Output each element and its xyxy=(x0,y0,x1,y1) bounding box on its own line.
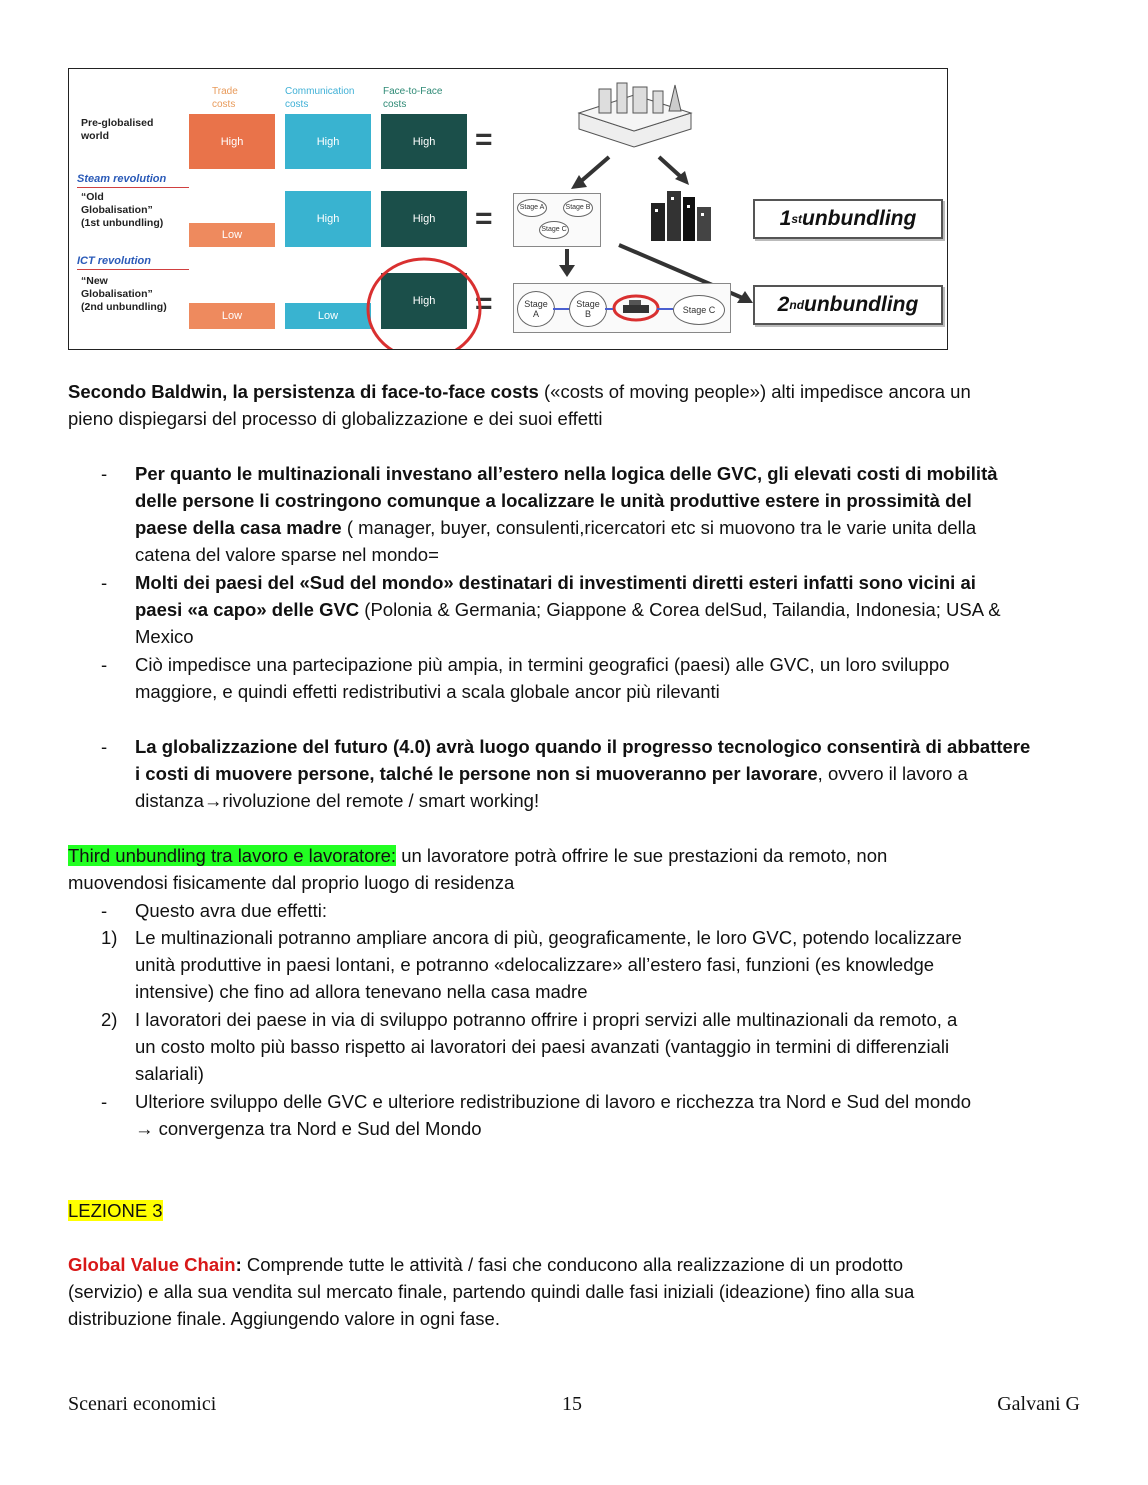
bullet4-line3: distanza→rivoluzione del remote / smart working! xyxy=(135,790,540,811)
bullet1-line1: Per quanto le multinazionali investano all’estero nella logica delle GVC, gli elevati costi di mobilità xyxy=(135,463,998,484)
bullet4-line2 xyxy=(135,760,968,787)
equals-sign: = xyxy=(475,123,493,156)
equals-sign: = xyxy=(475,202,493,235)
bullet3-line1: Ciò impedisce una partecipazione più ampia, in termini geografici (paesi) alle GVC, un loro sviluppo xyxy=(135,654,950,675)
lezione-highlight: LEZIONE 3 xyxy=(68,1200,163,1221)
para-baldwin-line2: pieno dispiegarsi del processo di globalizzazione e dei suoi effetti xyxy=(68,408,603,429)
header-trade-costs: Trade costs xyxy=(212,86,238,110)
second-unbundling-label: 2 nd unbundling xyxy=(753,285,943,325)
effect1-line1: Le multinazionali potranno ampliare ancora di più, geograficamente, le loro GVC, potendo localizzare xyxy=(135,927,962,948)
bullet1-line4: catena del valore sparse nel mondo= xyxy=(135,544,439,565)
highlight-circle-icon xyxy=(359,247,489,350)
dash-bullet: - xyxy=(101,572,108,593)
third-unbundling-line2: muovendosi fisicamente dal proprio luogo di residenza xyxy=(68,872,515,893)
bullet1-line3-bold: paese della casa madre xyxy=(135,517,342,538)
cost-box-trade-high: High xyxy=(189,114,275,169)
first-unbundling-label: 1 st unbundling xyxy=(753,199,943,239)
dash-bullet: - xyxy=(101,463,108,484)
gvc-colon: : xyxy=(235,1254,242,1275)
numbered-marker-1: 1) xyxy=(101,927,118,948)
row-label-old-globalisation: “Old Globalisation” (1st unbundling) xyxy=(81,191,164,229)
bullet2-line2 xyxy=(135,596,1001,623)
effects-intro: Questo avra due effetti: xyxy=(135,900,327,921)
effect2-line3: salariali) xyxy=(135,1063,204,1084)
stage-a-oval: Stage A xyxy=(517,291,555,327)
gvc-line1 xyxy=(68,1251,903,1278)
row-label-new-globalisation: “New Globalisation” (2nd unbundling) xyxy=(81,275,167,313)
cost-box-f2f-high: High xyxy=(381,191,467,247)
bullet1-line3 xyxy=(135,514,976,541)
stage-c-oval: Stage C xyxy=(673,295,725,325)
bullet1-line2: delle persone li costringono comunque a localizzare le unità produttive estere in prossimità del xyxy=(135,490,972,511)
equals-sign: = xyxy=(475,287,493,320)
cost-box-f2f-high: High xyxy=(381,273,467,329)
bullet4-line2-rest: , ovvero il lavoro a xyxy=(817,763,968,784)
effect1-line2: unità produttive in paesi lontani, e potranno «delocalizzare» all’estero fasi, funzioni (es knowledge xyxy=(135,954,935,975)
bullet2-line2-bold: paesi «a capo» delle GVC xyxy=(135,599,360,620)
skyscrapers-icon xyxy=(647,183,717,243)
gvc-definition-start: Comprende tutte le attività / fasi che conducono alla realizzazione di un prodotto xyxy=(241,1254,904,1275)
globalisation-figure xyxy=(68,68,948,350)
cost-box-f2f-high: High xyxy=(381,114,467,169)
third-unbundling-line1 xyxy=(68,842,887,869)
page-number: 15 xyxy=(562,1393,582,1415)
gvc-term: Global Value Chain xyxy=(68,1254,236,1275)
numbered-marker-2: 2) xyxy=(101,1009,118,1030)
footer-author: Galvani G xyxy=(997,1393,1080,1415)
para-baldwin-line1 xyxy=(68,378,971,405)
row-label-pre-globalised: Pre-globalised world xyxy=(81,117,154,142)
steam-revolution-label: Steam revolution xyxy=(77,173,167,185)
stage-a-oval: Stage A xyxy=(517,199,547,217)
effect2-line1: I lavoratori dei paese in via di sviluppo potranno offrire i propri servizi alle multinazionali da remoto, a xyxy=(135,1009,958,1030)
header-f2f-costs: Face-to-Face costs xyxy=(383,86,443,110)
development-line1: Ulteriore sviluppo delle GVC e ulteriore redistribuzione di lavoro e ricchezza tra Nord e Sud del mondo xyxy=(135,1091,971,1112)
footer-course: Scenari economici xyxy=(68,1393,217,1415)
para-baldwin-rest: («costs of moving people») alti impedisce ancora un xyxy=(538,381,971,402)
bullet2-line2-rest: (Polonia & Germania; Giappone & Corea delSud, Tailandia, Indonesia; USA & xyxy=(359,599,1001,620)
cost-box-trade-low: Low xyxy=(189,223,275,247)
third-unbundling-highlight: Third unbundling tra lavoro e lavoratore: xyxy=(68,845,397,866)
connector-arrows-icon xyxy=(553,305,683,313)
stage-b-oval: Stage B xyxy=(569,291,607,327)
effect1-line3: intensive) che fino ad allora tenevano nella casa madre xyxy=(135,981,588,1002)
bullet4-line1: La globalizzazione del futuro (4.0) avrà luogo quando il progresso tecnologico consentirà di abbattere xyxy=(135,736,1031,757)
effect2-line2: un costo molto più basso rispetto ai lavoratori dei paesi avanzati (vantaggio in termini di differenziali xyxy=(135,1036,950,1057)
gvc-line2: (servizio) e alla sua vendita sul mercato finale, partendo quindi dalle fasi iniziali (ideazione) fino alla sua xyxy=(68,1281,915,1302)
cost-box-comm-high: High xyxy=(285,114,371,169)
third-unbundling-rest: un lavoratore potrà offrire le sue prestazioni da remoto, non xyxy=(396,845,888,866)
dash-bullet: - xyxy=(101,900,108,921)
ict-underline xyxy=(77,269,189,270)
bullet3-line2: maggiore, e quindi effetti redistributivi a scala globale ancor più rilevanti xyxy=(135,681,720,702)
dash-bullet: - xyxy=(101,736,108,757)
section-heading xyxy=(68,1197,163,1224)
cost-box-trade-low: Low xyxy=(189,303,275,329)
dash-bullet: - xyxy=(101,1091,108,1112)
ict-revolution-label: ICT revolution xyxy=(77,255,151,267)
gvc-line3: distribuzione finale. Aggiungendo valore in ogni fase. xyxy=(68,1308,500,1329)
bullet1-line3-rest: ( manager, buyer, consulenti,ricercatori etc si muovono tra le varie unita della xyxy=(341,517,977,538)
steam-underline xyxy=(77,187,189,188)
stage-b-oval: Stage B xyxy=(563,199,593,217)
dash-bullet: - xyxy=(101,654,108,675)
stage-c-oval: Stage C xyxy=(539,221,569,239)
cost-box-comm-high: High xyxy=(285,191,371,247)
cost-box-comm-low: Low xyxy=(285,303,371,329)
development-line2: → convergenza tra Nord e Sud del Mondo xyxy=(135,1118,482,1139)
para-baldwin-bold: Secondo Baldwin, la persistenza di face-to-face costs xyxy=(68,381,539,402)
bullet4-line2-bold: i costi di muovere persone, talché le persone non si muoveranno per lavorare xyxy=(135,763,818,784)
bullet2-line3: Mexico xyxy=(135,626,194,647)
header-communication-costs: Communication costs xyxy=(285,86,355,110)
bullet2-line1: Molti dei paesi del «Sud del mondo» destinatari di investimenti diretti esteri infatti sono vicini ai xyxy=(135,572,976,593)
